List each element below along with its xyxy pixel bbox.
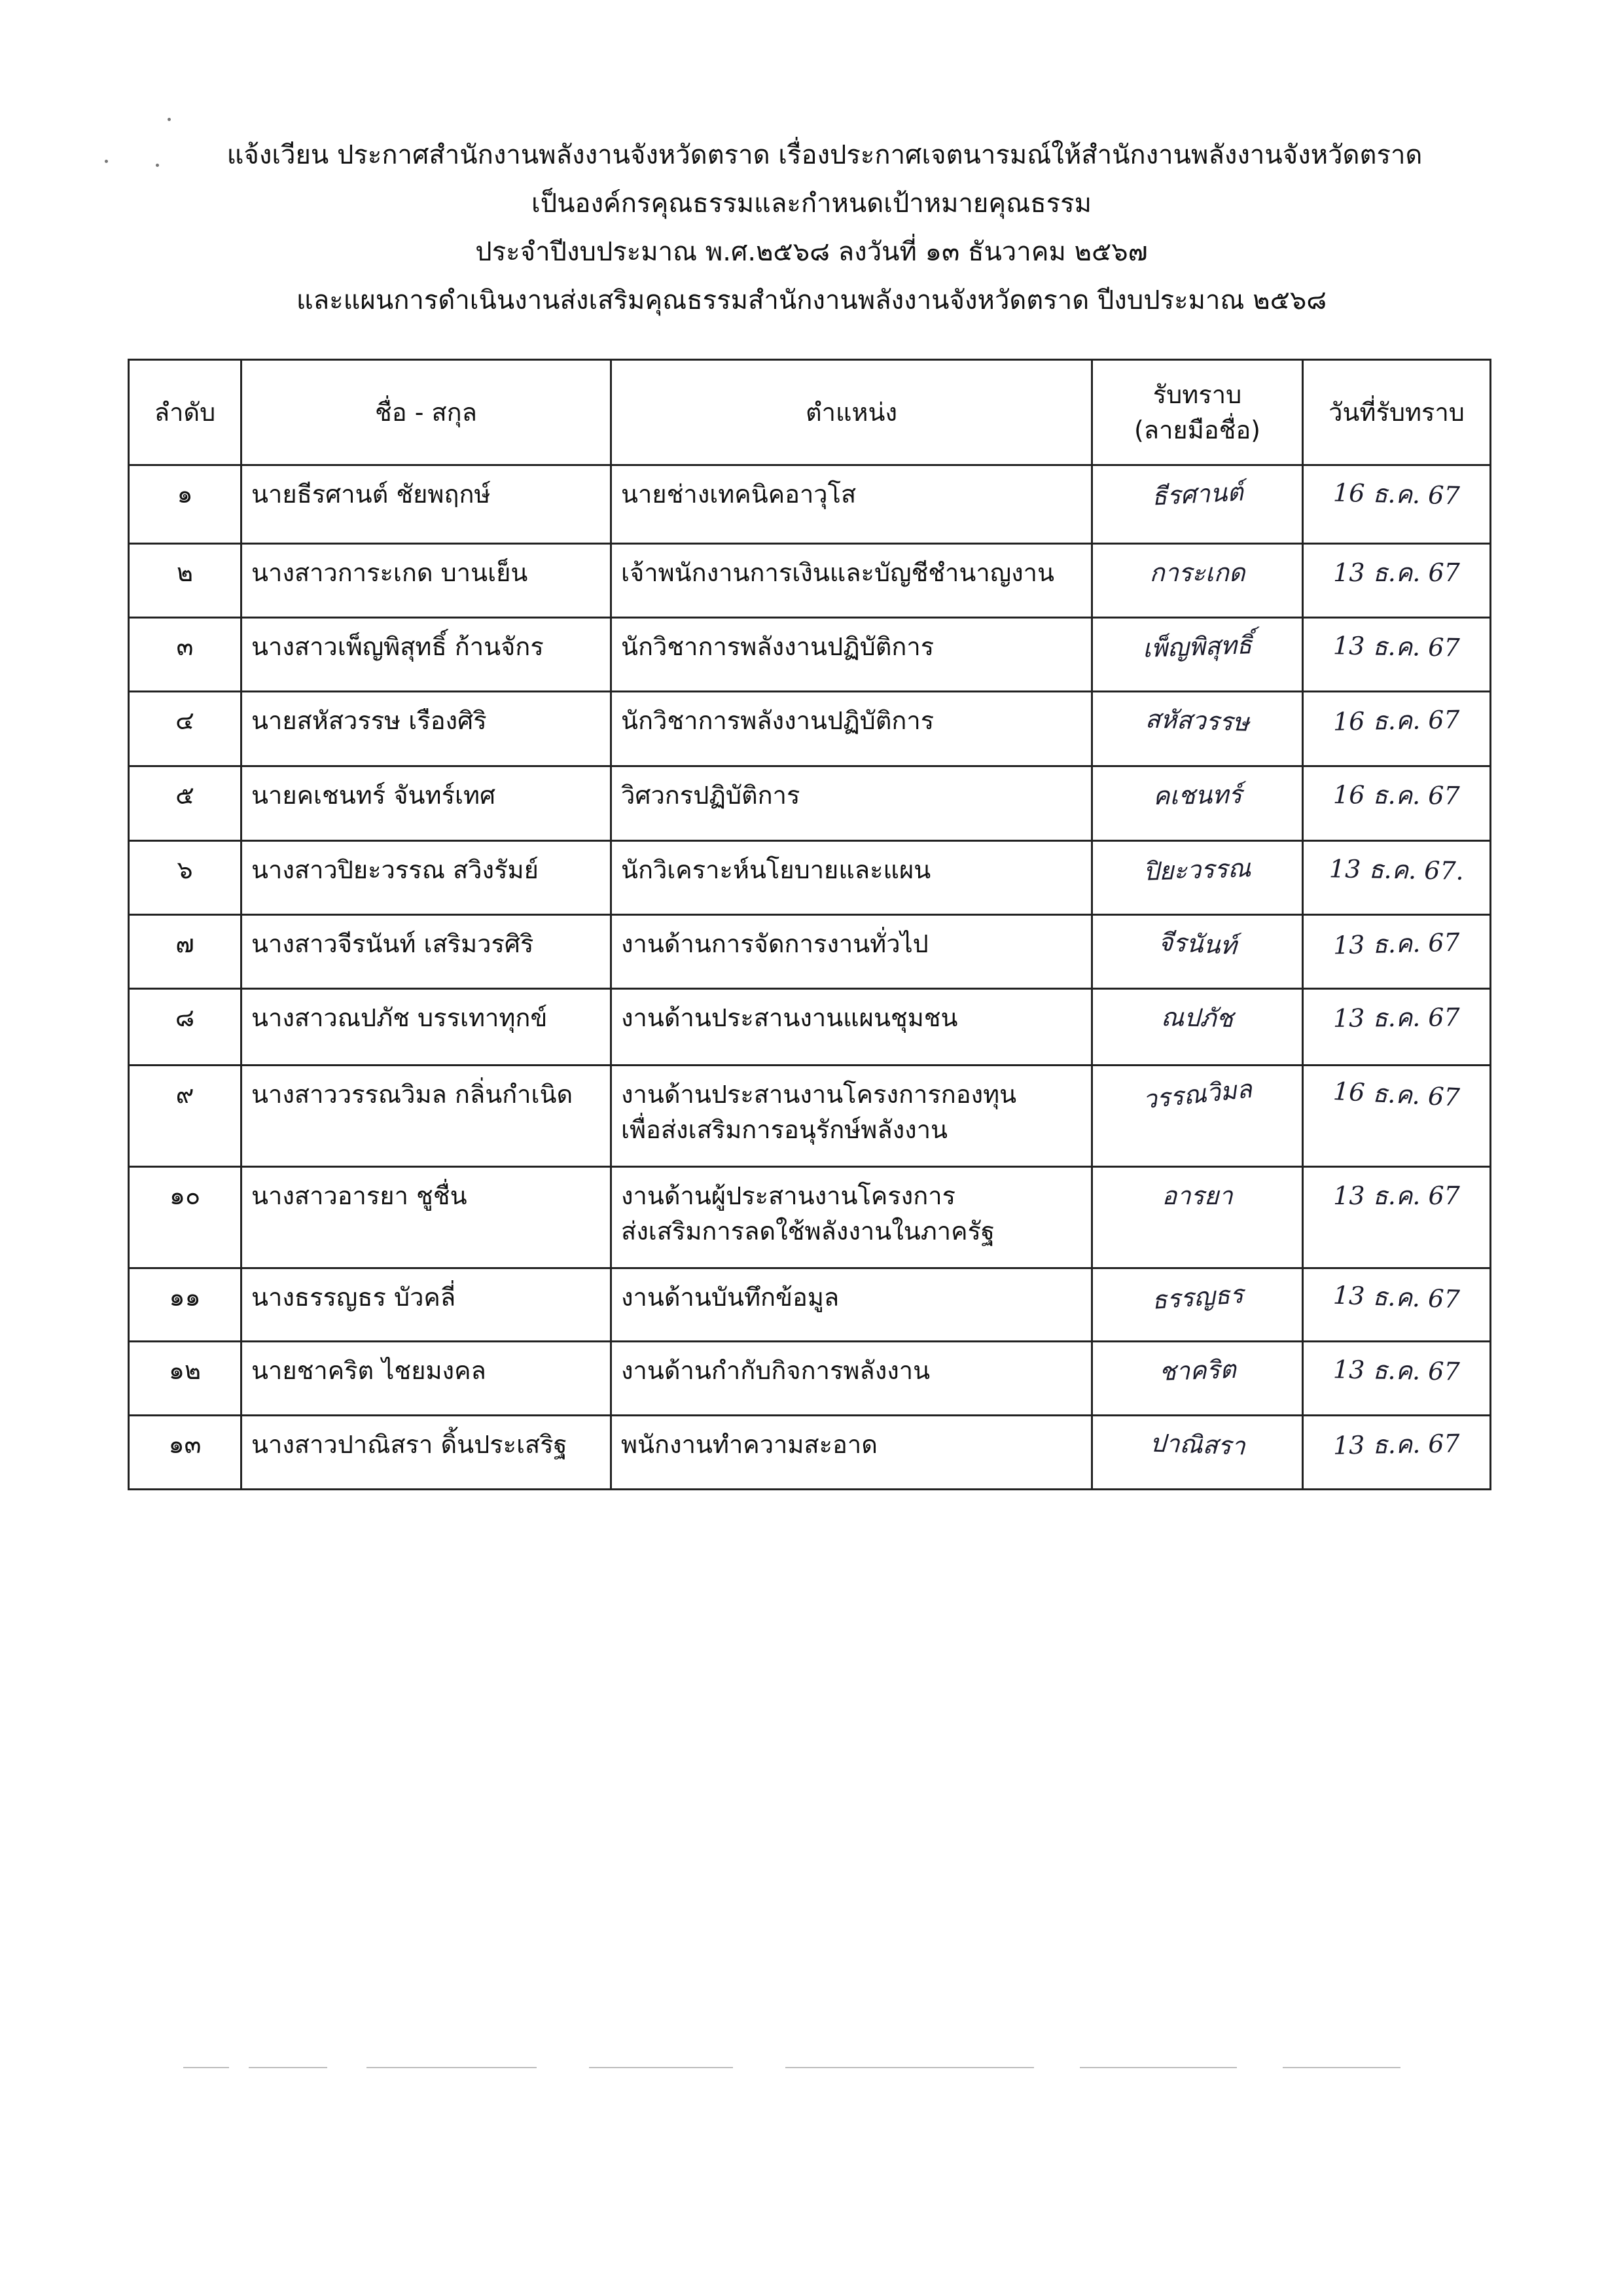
row-seq: ๙ (129, 1066, 241, 1167)
acknowledgement-table (128, 359, 1491, 1490)
handwritten-date: 16 ธ.ค. 67 (1332, 705, 1461, 736)
handwritten-date: 13 ธ.ค. 67 (1332, 1003, 1461, 1033)
row-seq: ๘ (129, 989, 241, 1066)
row-name: นายคเชนทร์ จันทร์เทศ (241, 766, 611, 841)
row-seq: ๕ (129, 766, 241, 841)
handwritten-signature: เพ็ญพิสุทธิ์ (1142, 630, 1253, 663)
row-position-line-2: ส่งเสริมการลดใช้พลังงานในภาครัฐ (621, 1217, 995, 1246)
row-name: นางสาวจีรนันท์ เสริมวรศิริ (241, 915, 611, 989)
row-name: นายสหัสวรรษ เรืองศิริ (241, 692, 611, 766)
row-signature-cell (1092, 841, 1303, 915)
row-ack-date-cell (1303, 544, 1491, 618)
row-position: งานด้านการจัดการงานทั่วไป (621, 929, 929, 958)
table-row (129, 1066, 1491, 1167)
row-ack-date-cell (1303, 1342, 1491, 1416)
row-position: นักวิเคราะห์นโยบายและแผน (621, 855, 931, 884)
row-position-cell (611, 1416, 1092, 1490)
table-row (129, 618, 1491, 692)
row-position: งานด้านบันทึกข้อมูล (621, 1283, 840, 1312)
row-ack-date-cell (1303, 766, 1491, 841)
handwritten-signature: ปิยะวรรณ (1143, 853, 1252, 886)
row-signature-cell (1092, 465, 1303, 544)
row-position-cell (611, 1066, 1092, 1167)
table-row (129, 692, 1491, 766)
row-name: นางสาวอารยา ชูชื่น (241, 1167, 611, 1268)
table-body (129, 465, 1491, 1490)
row-name: นางสาววรรณวิมล กลิ่นกำเนิด (241, 1066, 611, 1167)
handwritten-signature: ปาณิสรา (1149, 1428, 1246, 1461)
row-position: นักวิชาการพลังงานปฏิบัติการ (621, 632, 935, 661)
row-position: วิศวกรปฏิบัติการ (621, 781, 800, 810)
handwritten-signature: ณปภัช (1161, 1003, 1234, 1033)
row-signature-cell (1092, 1167, 1303, 1268)
row-position-cell (611, 1268, 1092, 1342)
column-header-name: ชื่อ - สกุล (241, 360, 611, 465)
row-ack-date-cell (1303, 692, 1491, 766)
row-position-cell (611, 1167, 1092, 1268)
row-ack-date-cell (1303, 1167, 1491, 1268)
handwritten-signature: สหัสวรรษ (1145, 704, 1250, 737)
column-header-seq: ลำดับ (129, 360, 241, 465)
scan-artifact-line (1080, 2067, 1237, 2068)
table-header-row (129, 360, 1491, 465)
acknowledge-label: รับทราบ (1152, 380, 1242, 409)
handwritten-date: 16 ธ.ค. 67 (1332, 1076, 1461, 1113)
handwritten-date: 13 ธ.ค. 67. (1329, 854, 1465, 886)
handwritten-date: 13 ธ.ค. 67 (1332, 1355, 1461, 1386)
document-heading (0, 131, 1623, 325)
column-header-acknowledge (1092, 360, 1303, 465)
row-ack-date-cell (1303, 1268, 1491, 1342)
row-position-cell (611, 989, 1092, 1066)
table-row (129, 1167, 1491, 1268)
signature-label: (ลายมือชื่อ) (1133, 416, 1261, 444)
handwritten-date: 13 ธ.ค. 67 (1332, 1429, 1461, 1460)
row-position-cell (611, 915, 1092, 989)
row-name: นางสาวการะเกด บานเย็น (241, 544, 611, 618)
column-header-date: วันที่รับทราบ (1303, 360, 1491, 465)
scan-artifact-line (249, 2067, 327, 2068)
scan-artifact-line (785, 2067, 1034, 2068)
row-seq: ๑๐ (129, 1167, 241, 1268)
row-signature-cell (1092, 989, 1303, 1066)
row-name: นายธีรศานต์ ชัยพฤกษ์ (241, 465, 611, 544)
row-signature-cell (1092, 1268, 1303, 1342)
row-ack-date-cell (1303, 841, 1491, 915)
handwritten-signature: ธีรศานต์ (1150, 477, 1244, 511)
row-position-cell (611, 841, 1092, 915)
row-seq: ๑๑ (129, 1268, 241, 1342)
handwritten-signature: จีรนันท์ (1157, 927, 1238, 961)
row-position: นายช่างเทคนิคอาวุโส (621, 480, 857, 509)
handwritten-date: 13 ธ.ค. 67 (1332, 1280, 1461, 1314)
handwritten-signature: อารยา (1162, 1181, 1233, 1210)
heading-line-1: แจ้งเวียน ประกาศสำนักงานพลังงานจังหวัดตราด เรื่องประกาศเจตนารมณ์ให้สำนักงานพลังงานจังหวัดตราด (226, 140, 1423, 170)
handwritten-signature: วรรณวิมล (1141, 1074, 1253, 1115)
scan-speck (168, 118, 171, 121)
row-ack-date-cell (1303, 1416, 1491, 1490)
row-seq: ๔ (129, 692, 241, 766)
row-position: งานด้านประสานงานแผนชุมชน (621, 1003, 958, 1032)
handwritten-date: 16 ธ.ค. 67 (1332, 780, 1461, 810)
row-ack-date-cell (1303, 618, 1491, 692)
row-signature-cell (1092, 692, 1303, 766)
table-row (129, 544, 1491, 618)
table-row (129, 989, 1491, 1066)
row-seq: ๑๒ (129, 1342, 241, 1416)
handwritten-date: 13 ธ.ค. 67 (1332, 927, 1461, 960)
scan-artifact-line (366, 2067, 537, 2068)
row-position: เจ้าพนักงานการเงินและบัญชีชำนาญงาน (621, 558, 1054, 587)
row-position-cell (611, 465, 1092, 544)
row-position-cell (611, 692, 1092, 766)
row-position-cell (611, 1342, 1092, 1416)
table-row (129, 1342, 1491, 1416)
handwritten-date: 13 ธ.ค. 67 (1333, 558, 1460, 587)
row-position-cell (611, 766, 1092, 841)
row-signature-cell (1092, 1066, 1303, 1167)
row-name: นางสาวณปภัช บรรเทาทุกข์ (241, 989, 611, 1066)
row-name: นางสาวปาณิสรา ดิ้นประเสริฐ (241, 1416, 611, 1490)
row-seq: ๖ (129, 841, 241, 915)
handwritten-signature: การะเกด (1149, 558, 1245, 587)
row-position: นักวิชาการพลังงานปฏิบัติการ (621, 706, 935, 735)
row-position: พนักงานทำความสะอาด (621, 1430, 878, 1459)
table-row (129, 766, 1491, 841)
row-signature-cell (1092, 618, 1303, 692)
row-ack-date-cell (1303, 465, 1491, 544)
scan-artifact-line (589, 2067, 733, 2068)
row-position-line-2: เพื่อส่งเสริมการอนุรักษ์พลังงาน (621, 1115, 948, 1144)
row-name: นางธรรญธร บัวคลี่ (241, 1268, 611, 1342)
handwritten-signature: ชาคริต (1158, 1354, 1237, 1387)
handwritten-date: 16 ธ.ค. 67 (1332, 478, 1461, 511)
table-row (129, 1268, 1491, 1342)
row-ack-date-cell (1303, 989, 1491, 1066)
row-signature-cell (1092, 1416, 1303, 1490)
table-row (129, 1416, 1491, 1490)
row-seq: ๗ (129, 915, 241, 989)
row-position: งานด้านประสานงานโครงการกองทุน (621, 1080, 1017, 1109)
row-signature-cell (1092, 915, 1303, 989)
row-signature-cell (1092, 544, 1303, 618)
table-row (129, 841, 1491, 915)
heading-line-2: เป็นองค์กรคุณธรรมและกำหนดเป้าหมายคุณธรรม (531, 188, 1092, 219)
heading-line-4: และแผนการดำเนินงานส่งเสริมคุณธรรมสำนักงานพลังงานจังหวัดตราด ปีงบประมาณ ๒๕๖๘ (296, 285, 1327, 315)
table-row (129, 915, 1491, 989)
scan-artifact-line (1283, 2067, 1400, 2068)
row-ack-date-cell (1303, 915, 1491, 989)
handwritten-date: 13 ธ.ค. 67 (1333, 1181, 1460, 1210)
row-position: งานด้านกำกับกิจการพลังงาน (621, 1356, 931, 1385)
table-row (129, 465, 1491, 544)
row-position-cell (611, 618, 1092, 692)
row-seq: ๓ (129, 618, 241, 692)
handwritten-signature: คเชนทร์ (1152, 780, 1242, 811)
scan-artifact-line (183, 2067, 229, 2068)
heading-line-3: ประจำปีงบประมาณ พ.ศ.๒๕๖๘ ลงวันที่ ๑๓ ธันวาคม ๒๕๖๗ (475, 237, 1148, 267)
column-header-position: ตำแหน่ง (611, 360, 1092, 465)
row-signature-cell (1092, 766, 1303, 841)
row-name: นางสาวเพ็ญพิสุทธิ์ ก้านจักร (241, 618, 611, 692)
row-name: นางสาวปิยะวรรณ สวิงรัมย์ (241, 841, 611, 915)
handwritten-date: 13 ธ.ค. 67 (1332, 631, 1461, 662)
row-name: นายชาคริต ไชยมงคล (241, 1342, 611, 1416)
row-seq: ๒ (129, 544, 241, 618)
row-signature-cell (1092, 1342, 1303, 1416)
handwritten-signature: ธรรญธร (1150, 1280, 1244, 1315)
row-position: งานด้านผู้ประสานงานโครงการ (621, 1181, 955, 1210)
row-seq: ๑ (129, 465, 241, 544)
row-seq: ๑๓ (129, 1416, 241, 1490)
row-ack-date-cell (1303, 1066, 1491, 1167)
row-position-cell (611, 544, 1092, 618)
